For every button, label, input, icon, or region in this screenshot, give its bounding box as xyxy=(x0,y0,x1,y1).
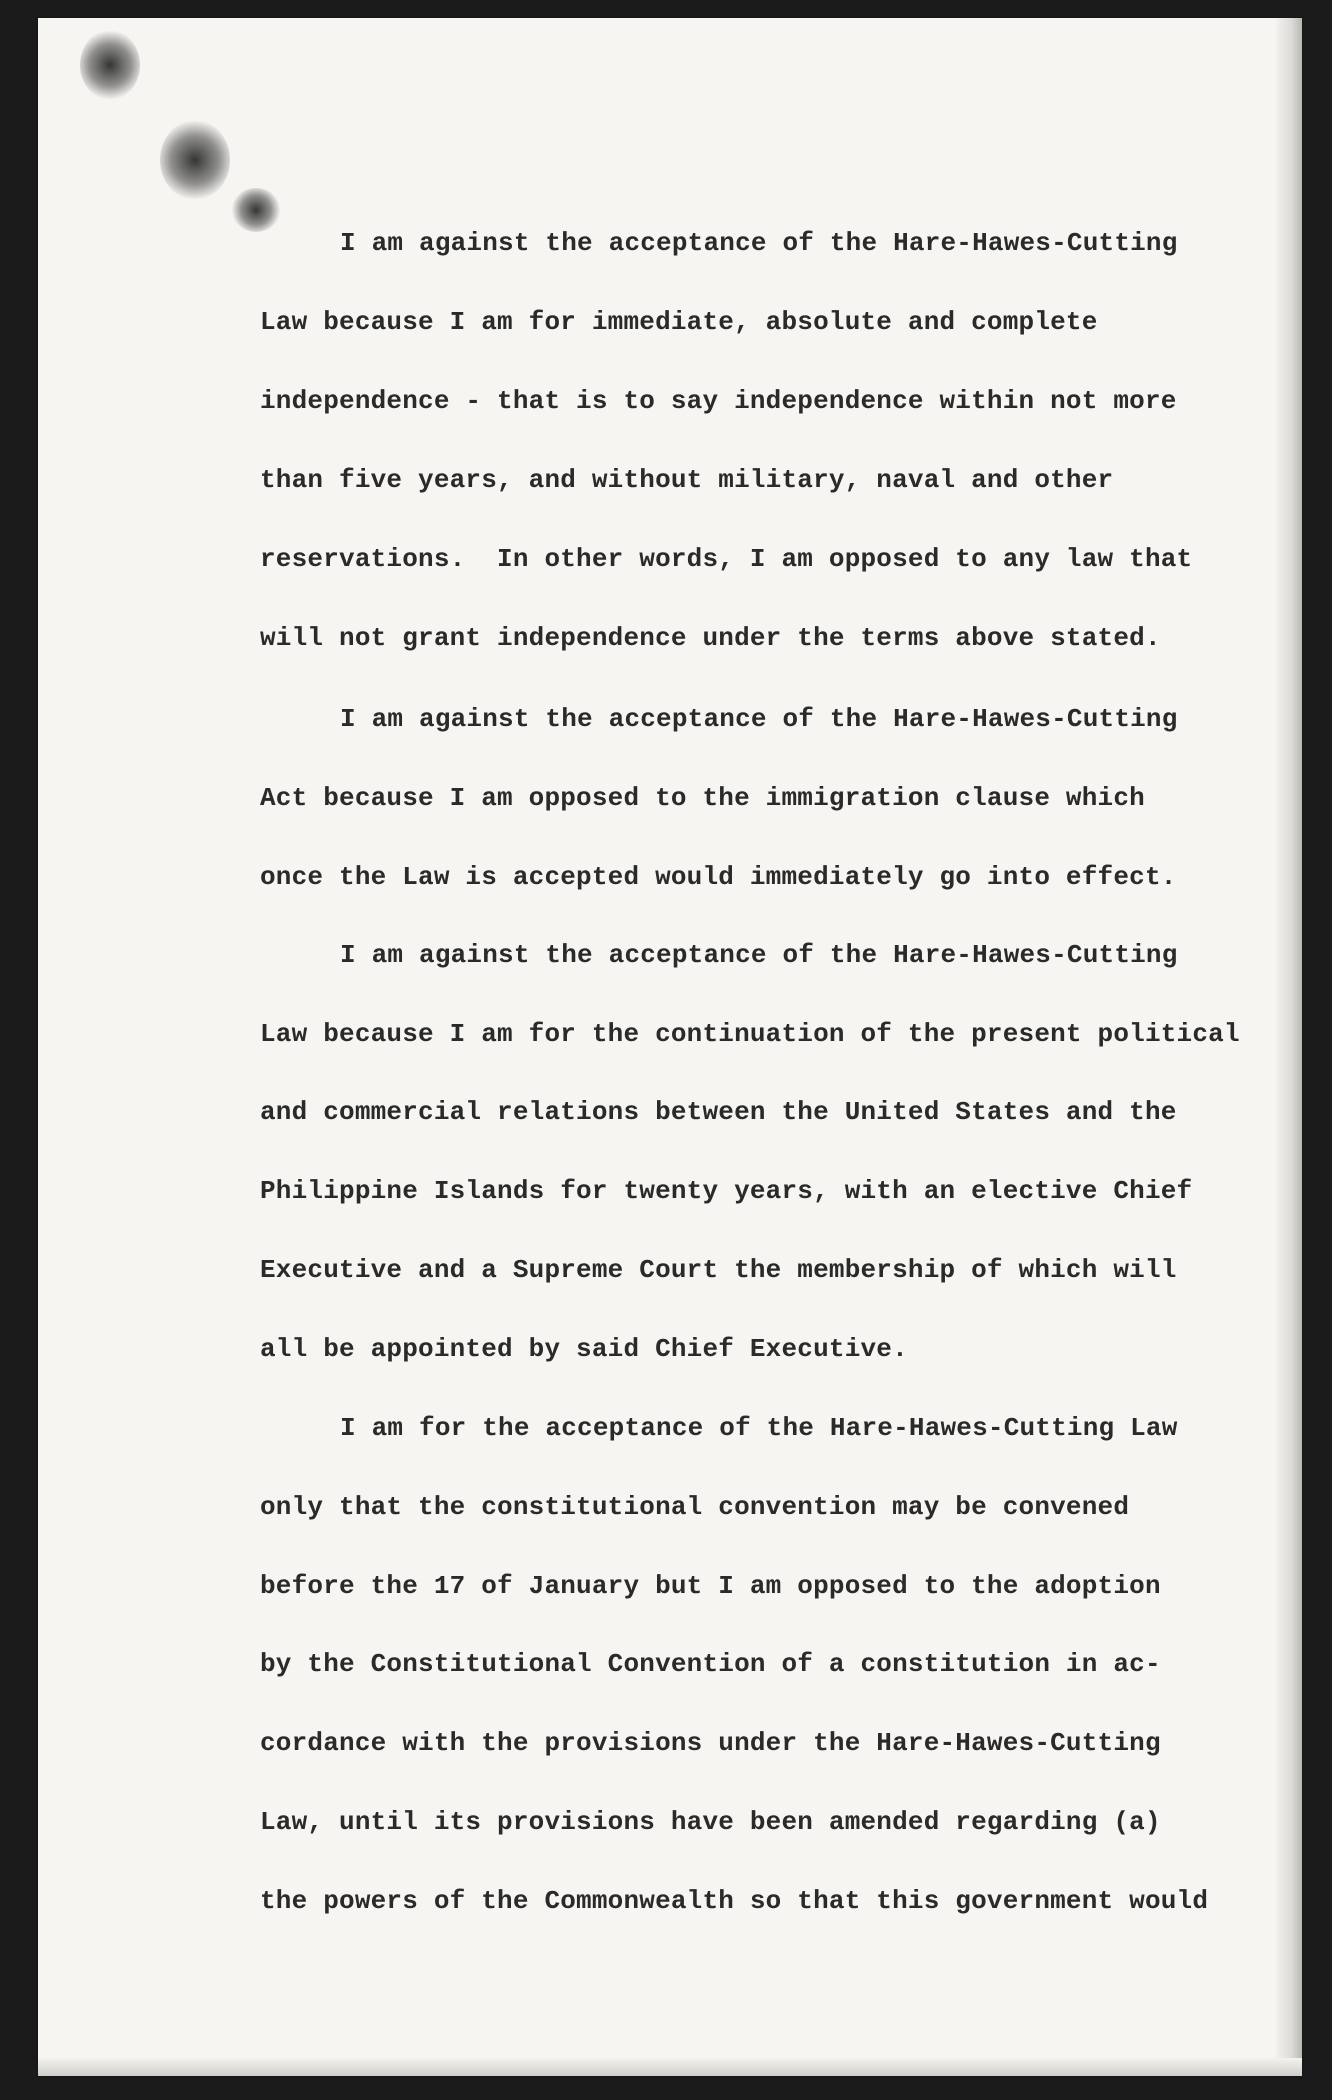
text-line: once the Law is accepted would immediately go into effect. xyxy=(260,862,1177,892)
text-line: I am against the acceptance of the Hare-Hawes-Cutting xyxy=(340,940,1178,970)
text-line: before the 17 of January but I am opposed to the adoption xyxy=(260,1571,1161,1601)
text-line: reservations. In other words, I am opposed to any law that xyxy=(260,544,1193,574)
text-line: Act because I am opposed to the immigration clause which xyxy=(260,783,1145,813)
text-line: Philippine Islands for twenty years, with an elective Chief xyxy=(260,1176,1193,1206)
text-line: Executive and a Supreme Court the membership of which will xyxy=(260,1255,1177,1285)
ink-smudge xyxy=(232,188,280,232)
page-edge-bottom xyxy=(38,2058,1302,2076)
text-line: than five years, and without military, naval and other xyxy=(260,465,1114,495)
ink-smudge xyxy=(160,120,230,200)
text-line: only that the constitutional convention may be convened xyxy=(260,1492,1130,1522)
text-line: I am for the acceptance of the Hare-Hawes-Cutting Law xyxy=(340,1413,1178,1443)
page-edge-right xyxy=(1276,18,1302,2076)
text-line: I am against the acceptance of the Hare-Hawes-Cutting xyxy=(340,228,1178,258)
ink-smudge xyxy=(80,30,140,100)
text-line: cordance with the provisions under the Hare-Hawes-Cutting xyxy=(260,1728,1161,1758)
text-line: independence - that is to say independence within not more xyxy=(260,386,1177,416)
text-line: the powers of the Commonwealth so that this government would xyxy=(260,1886,1209,1916)
text-line: I am against the acceptance of the Hare-Hawes-Cutting xyxy=(340,704,1178,734)
text-line: by the Constitutional Convention of a constitution in ac- xyxy=(260,1649,1161,1679)
text-line: Law because I am for the continuation of the present political xyxy=(260,1019,1240,1049)
text-line: all be appointed by said Chief Executive. xyxy=(260,1334,908,1364)
text-line: and commercial relations between the United States and the xyxy=(260,1097,1177,1127)
text-line: will not grant independence under the terms above stated. xyxy=(260,623,1161,653)
text-line: Law, until its provisions have been amended regarding (a) xyxy=(260,1807,1161,1837)
text-line: Law because I am for immediate, absolute and complete xyxy=(260,307,1098,337)
